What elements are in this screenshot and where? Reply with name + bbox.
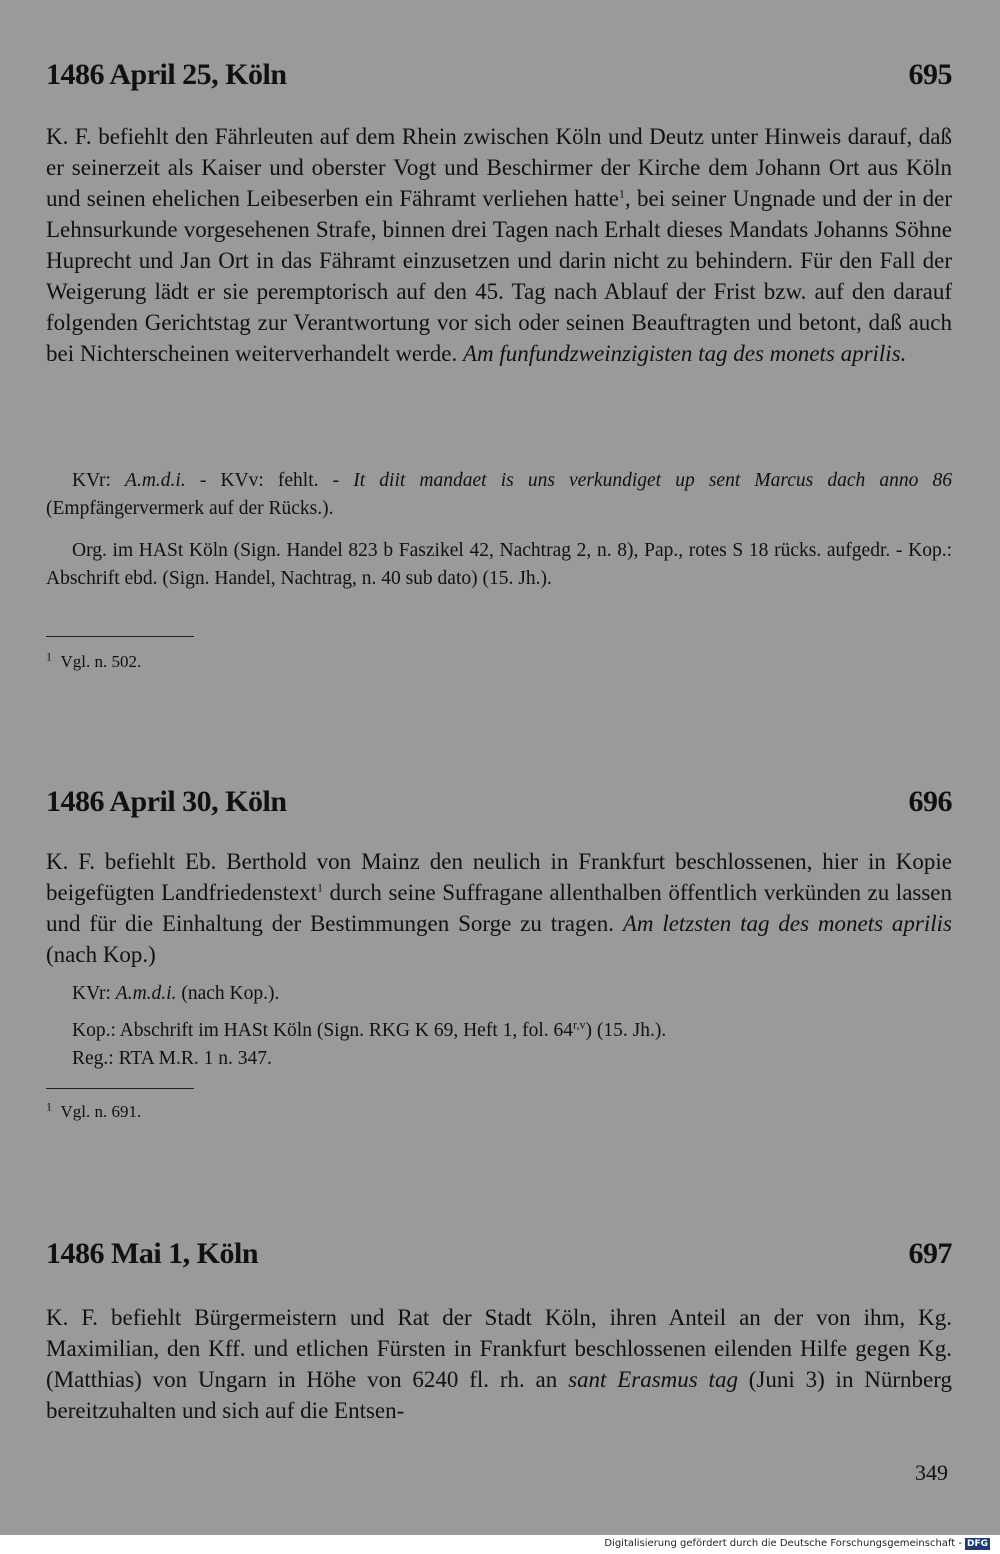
credit-text: Digitalisierung gefördert durch die Deutsche Forschungsgemeinschaft - bbox=[604, 1538, 962, 1549]
note-text: KVr: bbox=[72, 983, 116, 1004]
footnote-text: Vgl. n. 691. bbox=[60, 1102, 142, 1121]
body-text: (nach Kop.) bbox=[46, 942, 156, 967]
entry-date-place: 1486 April 30, Köln bbox=[46, 785, 287, 818]
footnote-mark: 1 bbox=[46, 649, 52, 664]
source-note: Org. im HASt Köln (Sign. Handel 823 b Faszikel 42, Nachtrag 2, n. 8), Pap., rotes S 18 rücks. aufgedr. - Kop.: Abschrift ebd. (Sign. Handel, Nachtrag, n. 40 sub dato) (15. Jh.). bbox=[46, 540, 952, 589]
footnote-rule bbox=[46, 636, 194, 637]
entry-body bbox=[46, 1302, 952, 1426]
entry-body bbox=[46, 846, 952, 970]
note-text: (nach Kop.). bbox=[176, 983, 280, 1004]
body-text: K. F. befiehlt Eb. Berthold von Mainz den neulich in Frankfurt beschlossenen, hier in Kopie beigefügten Landfriedenstext bbox=[46, 849, 952, 905]
entry-date-place: 1486 Mai 1, Köln bbox=[46, 1237, 259, 1270]
note-text: KVr: bbox=[72, 470, 126, 491]
body-italic-text: sant Erasmus tag bbox=[568, 1367, 738, 1392]
note-italic: It diit mandaet is uns verkundiget up sent Marcus dach anno 86 bbox=[353, 470, 952, 491]
entry-number: 697 bbox=[908, 1237, 952, 1270]
footnote-text: Vgl. n. 502. bbox=[60, 652, 142, 671]
body-text: durch seine Suffragane allenthalben öffentlich verkünden zu lassen und für die Einhaltung der Bestimmungen Sorge zu tragen. bbox=[46, 880, 953, 936]
note-italic: A.m.d.i. bbox=[115, 983, 177, 1004]
dfg-logo: DFG bbox=[966, 1539, 988, 1549]
body-text: K. F. befiehlt Bürgermeistern und Rat der Stadt Köln, ihren Anteil an der von ihm, Kg. Maximilian, den Kff. und etlichen Fürsten in Frankfurt beschlossenen eilenden Hilfe gegen Kg. (Matthias) von Ungarn in Höhe von 6240 fl. rh. an bbox=[46, 1305, 952, 1392]
funding-credit bbox=[604, 1538, 990, 1550]
entry-number: 696 bbox=[908, 785, 952, 818]
entry-heading bbox=[46, 785, 952, 819]
entry-date-place: 1486 April 25, Köln bbox=[46, 58, 287, 91]
archive-note bbox=[46, 980, 952, 1008]
footnote-ref: 1 bbox=[618, 186, 625, 201]
body-text: K. F. befiehlt den Fährleuten auf dem Rhein zwischen Köln und Deutz unter Hinweis darauf, daß er seinerzeit als Kaiser und oberster Vogt und Beschirmer der Kirche dem Johann Ort aus Köln und seinen ehelichen Leibeserben ein Fähramt verliehen hatte bbox=[46, 124, 952, 211]
entry-body bbox=[46, 121, 952, 369]
entry-number: 695 bbox=[908, 58, 952, 91]
note-text: Kop.: Abschrift im HASt Köln (Sign. RKG K 69, Heft 1, fol. 64 bbox=[72, 1020, 574, 1041]
page-number: 349 bbox=[915, 1460, 948, 1485]
body-text: (Juni 3) in Nürnberg bereitzuhalten und sich auf die Entsen- bbox=[46, 1367, 952, 1423]
folio-sup: r,v bbox=[573, 1017, 586, 1032]
archive-note bbox=[46, 467, 952, 523]
entry-heading bbox=[46, 1237, 952, 1271]
footnote-ref: 1 bbox=[316, 880, 323, 895]
note-italic: A.m.d.i. bbox=[125, 470, 186, 491]
body-italic-text: Am funfundzweinzigisten tag des monets aprilis. bbox=[463, 341, 907, 366]
source-note bbox=[46, 1017, 978, 1045]
note-text: - KVv: fehlt. - bbox=[185, 470, 354, 491]
regest-note: Reg.: RTA M.R. 1 n. 347. bbox=[72, 1048, 272, 1069]
footnote-mark: 1 bbox=[46, 1099, 52, 1114]
note-text: ) (15. Jh.). bbox=[585, 1020, 667, 1041]
body-italic-text: Am letzsten tag des monets aprilis bbox=[622, 911, 952, 936]
footnote bbox=[46, 1099, 142, 1122]
entry-heading bbox=[46, 58, 952, 92]
body-text: , bei seiner Ungnade und der in der Lehnsurkunde vorgesehenen Strafe, binnen drei Tagen nach Erhalt dieses Mandats Johanns Söhne Huprecht und Jan Ort in das Fähramt einzusetzen und darin nicht zu behindern. Für den Fall der Weigerung lädt er sie peremptorisch auf den 45. Tag nach Ablauf der Frist bzw. auf den darauf folgenden Gerichtstag zur Verantwortung vor sich oder seinen Beauftragten und betont, daß auch bei Nichterscheinen weiterverhandelt werde. bbox=[46, 186, 952, 366]
footnote bbox=[46, 649, 142, 672]
note-text: (Empfängervermerk auf der Rücks.). bbox=[46, 498, 334, 519]
footnote-rule bbox=[46, 1088, 194, 1089]
